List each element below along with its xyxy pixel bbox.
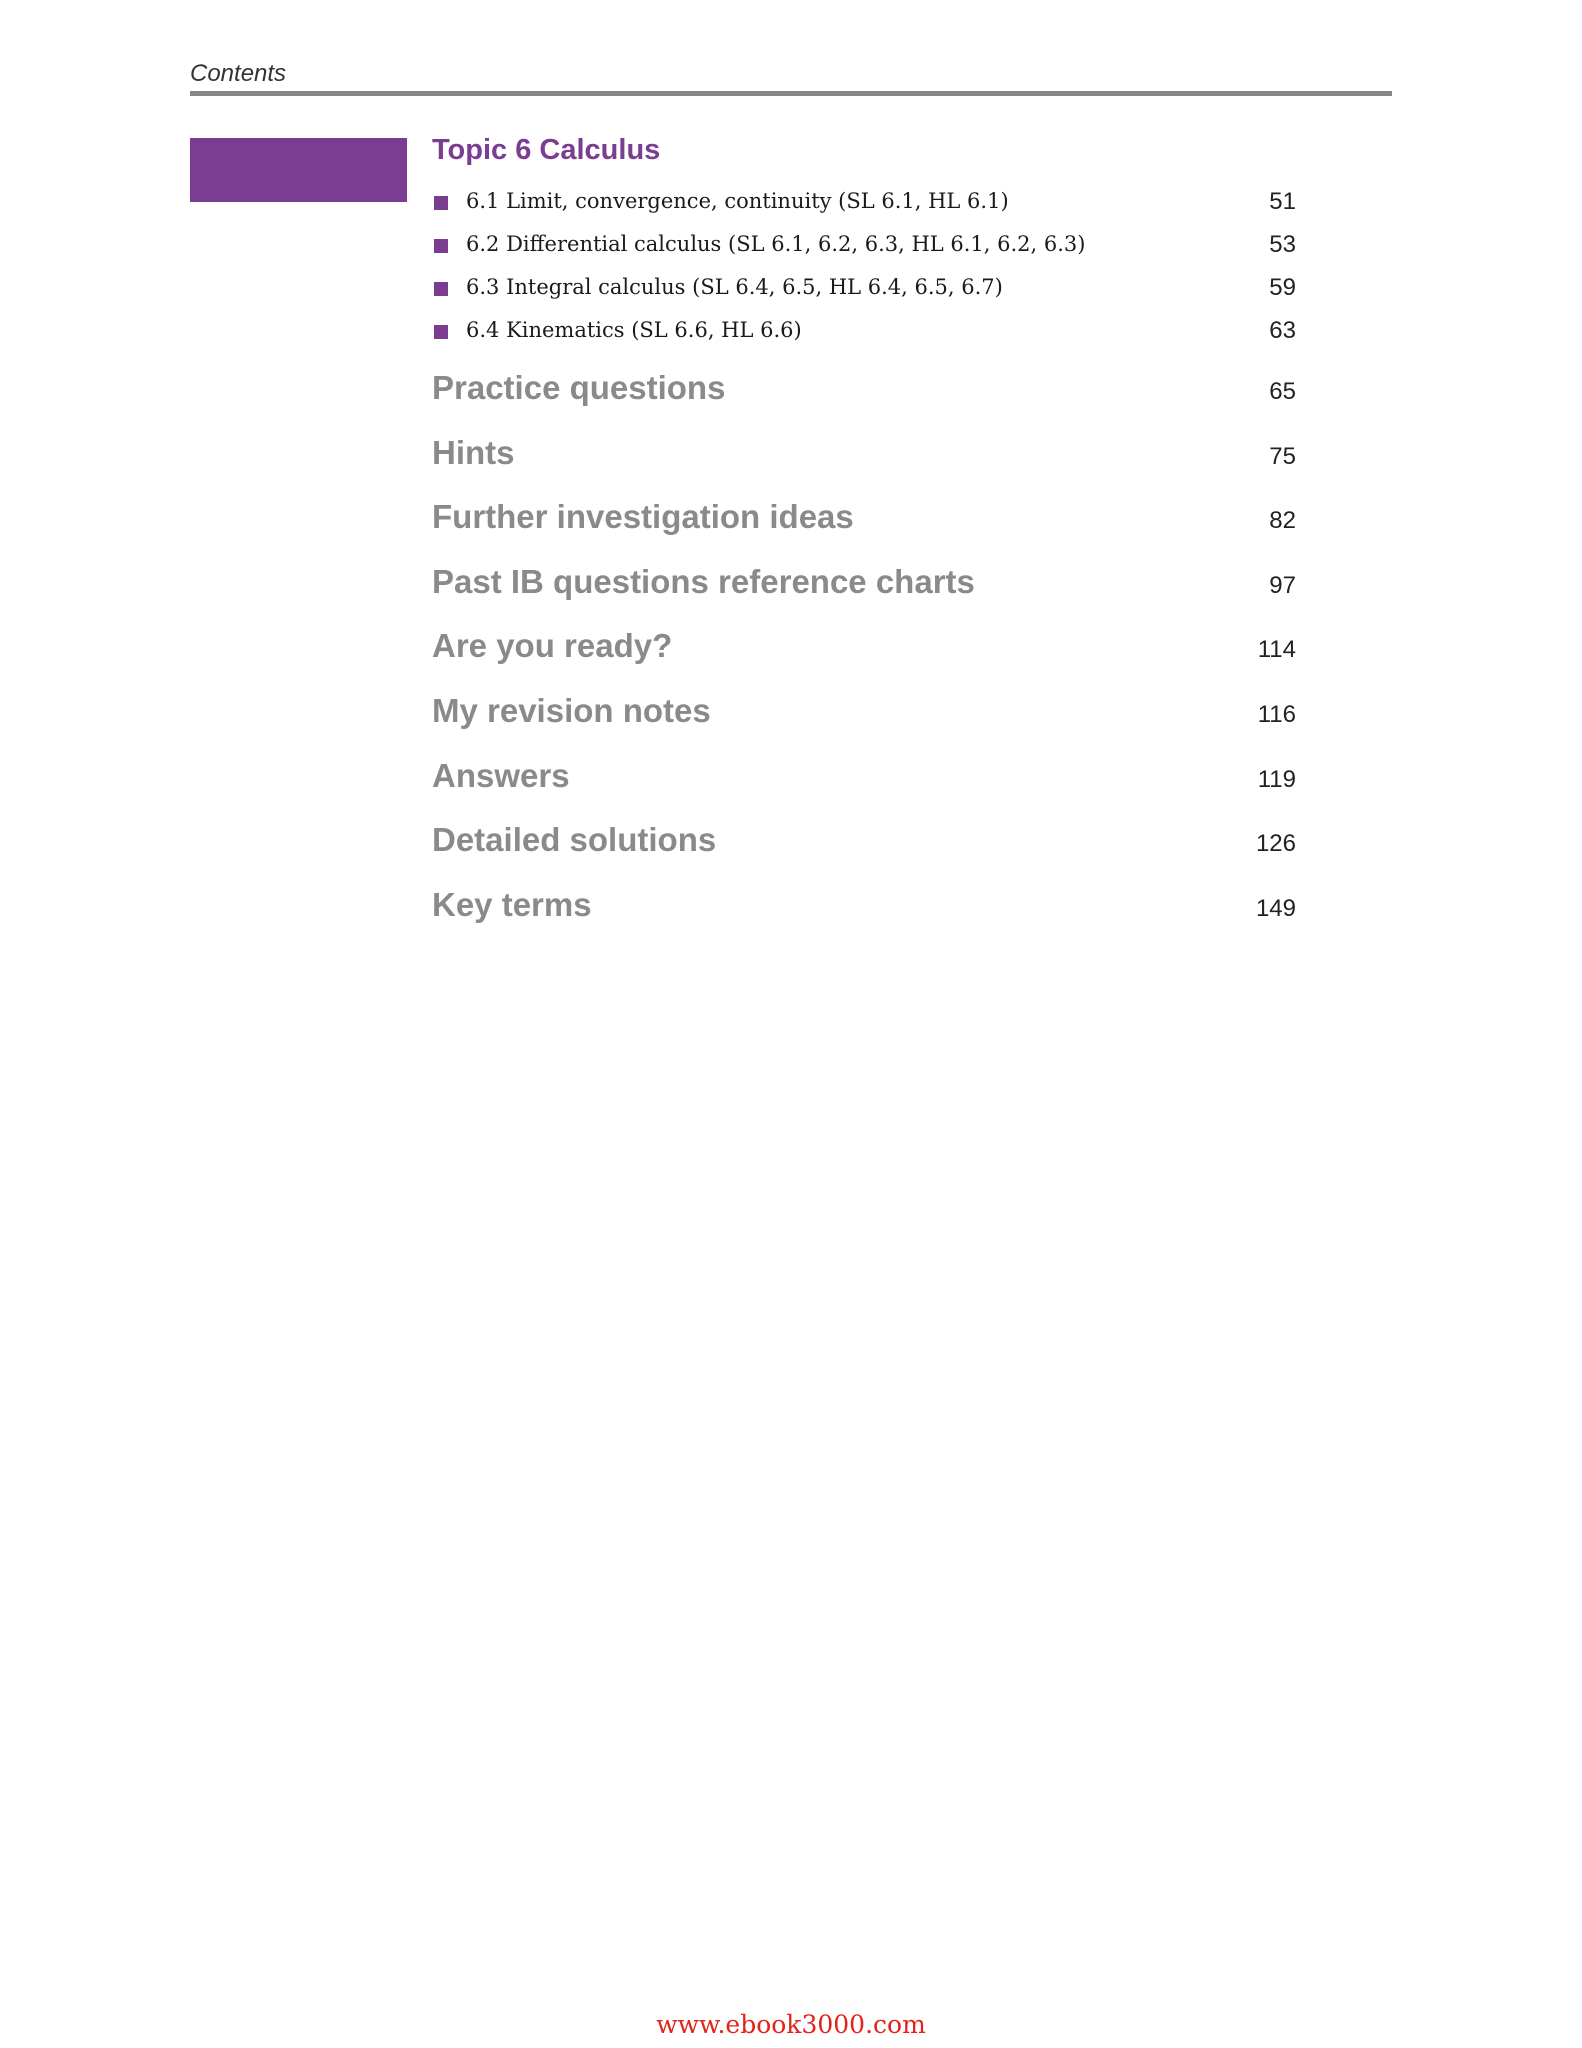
section-row-past-ib-questions[interactable]: [432, 563, 1296, 628]
subtopic-page-number: 51: [1269, 188, 1296, 215]
square-bullet-icon: [434, 325, 448, 339]
section-page-number: 119: [1257, 765, 1296, 793]
section-row-detailed-solutions[interactable]: [432, 821, 1296, 886]
subtopic-page-number: 53: [1269, 231, 1296, 258]
section-row-revision-notes[interactable]: [432, 692, 1296, 757]
header-rule: [190, 91, 1392, 96]
subtopic-page-number: 59: [1269, 274, 1296, 301]
subtopic-label: 6.1 Limit, convergence, continuity (SL 6.1, HL 6.1): [466, 189, 1009, 213]
square-bullet-icon: [434, 282, 448, 296]
section-row-further-investigation[interactable]: [432, 498, 1296, 563]
subtopic-row[interactable]: [432, 270, 1296, 313]
section-page-number: 114: [1257, 636, 1296, 664]
subtopic-label: 6.2 Differential calculus (SL 6.1, 6.2, 6.3, HL 6.1, 6.2, 6.3): [466, 232, 1086, 256]
section-row-answers[interactable]: [432, 757, 1296, 822]
section-label: Key terms: [432, 885, 592, 923]
section-page-number: 65: [1269, 378, 1296, 405]
subtopic-row[interactable]: [432, 313, 1296, 356]
section-label: Are you ready?: [432, 627, 673, 665]
section-label: Hints: [432, 433, 515, 471]
section-page-number: 116: [1257, 700, 1296, 728]
section-label: Detailed solutions: [432, 821, 717, 859]
topic-color-block: [190, 138, 407, 202]
square-bullet-icon: [434, 196, 448, 210]
footer-url[interactable]: www.ebook3000.com: [656, 2010, 926, 2039]
subtopic-row[interactable]: [432, 184, 1296, 227]
running-head: Contents: [190, 60, 287, 87]
section-row-practice-questions[interactable]: [432, 369, 1296, 434]
subtopic-row[interactable]: [432, 227, 1296, 270]
section-label: My revision notes: [432, 691, 711, 729]
section-page-number: 126: [1255, 830, 1296, 858]
subtopic-list: [432, 184, 1296, 356]
section-row-hints[interactable]: [432, 434, 1296, 499]
section-list: [432, 369, 1296, 950]
section-page-number: 75: [1269, 442, 1296, 470]
section-label: Answers: [432, 756, 570, 794]
section-page-number: 82: [1269, 507, 1296, 535]
section-page-number: 97: [1269, 571, 1296, 599]
topic-title: Topic 6 Calculus: [432, 134, 661, 166]
subtopic-page-number: 63: [1269, 317, 1296, 344]
section-page-number: 149: [1255, 894, 1296, 922]
section-row-are-you-ready[interactable]: [432, 627, 1296, 692]
section-label: Practice questions: [432, 369, 726, 406]
section-label: Past IB questions reference charts: [432, 562, 975, 600]
subtopic-label: 6.4 Kinematics (SL 6.6, HL 6.6): [466, 318, 802, 342]
section-row-key-terms[interactable]: [432, 886, 1296, 951]
square-bullet-icon: [434, 239, 448, 253]
section-label: Further investigation ideas: [432, 498, 854, 536]
subtopic-label: 6.3 Integral calculus (SL 6.4, 6.5, HL 6.4, 6.5, 6.7): [466, 275, 1003, 299]
